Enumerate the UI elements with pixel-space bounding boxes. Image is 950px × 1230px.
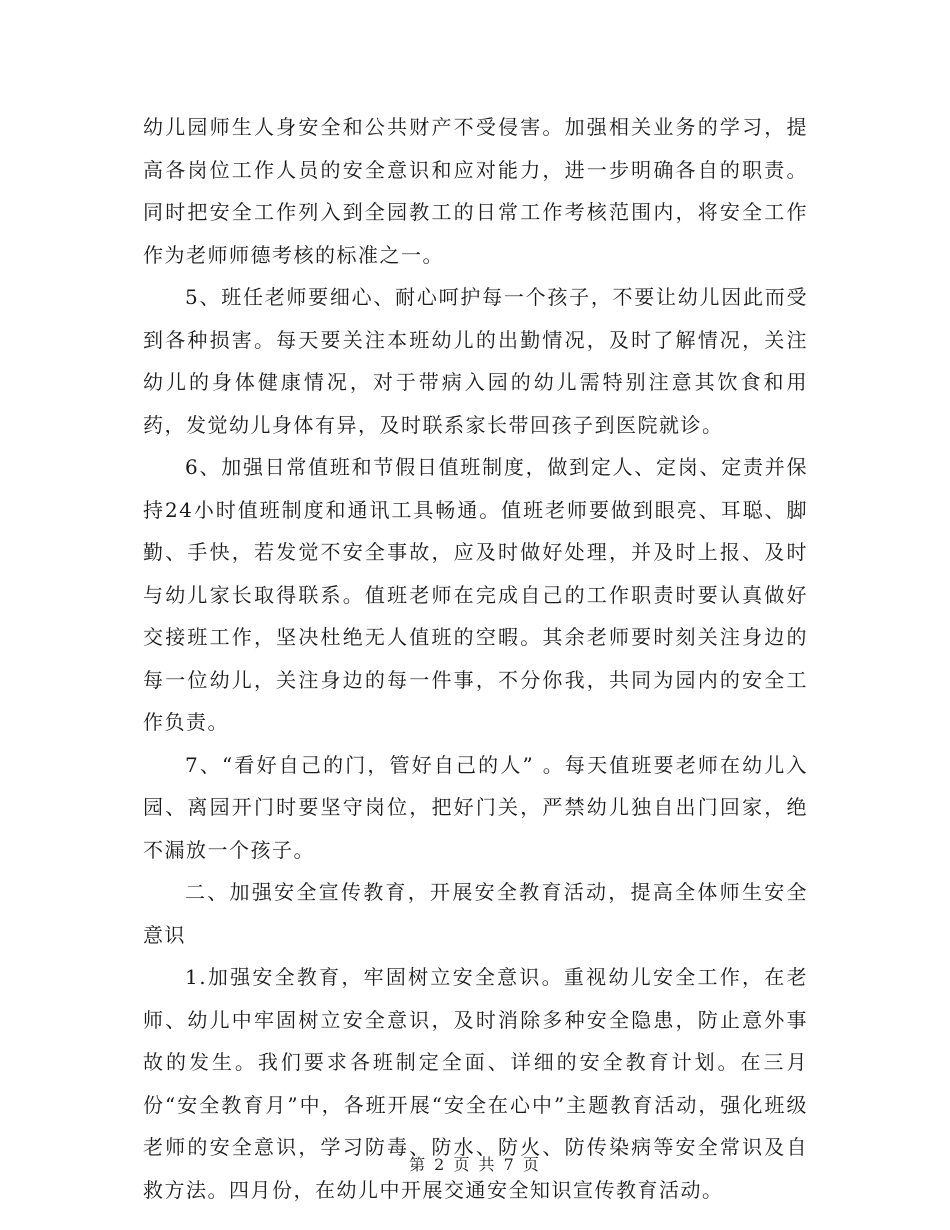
paragraph-item-5: 5、班任老师要细心、耐心呵护每一个孩子，不要让幼儿因此而受到各种损害。每天要关注本班幼儿的出勤情况，及时了解情况，关注幼儿的身体健康情况，对于带病入园的幼儿需特别注意其饮食和用药，发觉幼儿身体有异，及时联系家长带回孩子到医院就诊。 — [143, 285, 808, 437]
page-number-footer: 第 2 页 共 7 页 — [409, 1155, 541, 1174]
document-body — [143, 106, 808, 1211]
paragraph-continuation: 幼儿园师生人身安全和公共财产不受侵害。加强相关业务的学习，提高各岗位工作人员的安全意识和应对能力，进一步明确各自的职责。同时把安全工作列入到全园教工的日常工作考核范围内，将安全工作作为老师师德考核的标准之一。 — [143, 115, 808, 267]
paragraph-item-7: 7、“看好自己的门，管好自己的人” 。每天值班要老师在幼儿入园、离园开门时要坚守岗位，把好门关，严禁幼儿独自出门回家，绝不漏放一个孩子。 — [143, 752, 808, 862]
paragraph-item-6: 6、加强日常值班和节假日值班制度，做到定人、定岗、定责并保持24小时值班制度和通讯工具畅通。值班老师要做到眼亮、耳聪、脚勤、手快，若发觉不安全事故，应及时做好处理，并及时上报、及时与幼儿家长取得联系。值班老师在完成自己的工作职责时要认真做好交接班工作，坚决杜绝无人值班的空暇。其余老师要时刻关注身边的每一位幼儿，关注身边的每一件事，不分你我，共同为园内的安全工作负责。 — [143, 455, 808, 734]
section-heading-2: 二、加强安全宣传教育，开展安全教育活动，提高全体师生安全意识 — [143, 880, 808, 947]
paragraph-sub-item-1: 1.加强安全教育，牢固树立安全意识。重视幼儿安全工作，在老师、幼儿中牢固树立安全意识，及时消除多种安全隐患，防止意外事故的发生。我们要求各班制定全面、详细的安全教育计划。在三月份“安全教育月”中，各班开展“安全在心中”主题教育活动，强化班级老师的安全意识，学习防毒、防水、防火、防传染病等安全常识及自救方法。四月份，在幼儿中开展交通安全知识宣传教育活动。 — [143, 965, 808, 1202]
